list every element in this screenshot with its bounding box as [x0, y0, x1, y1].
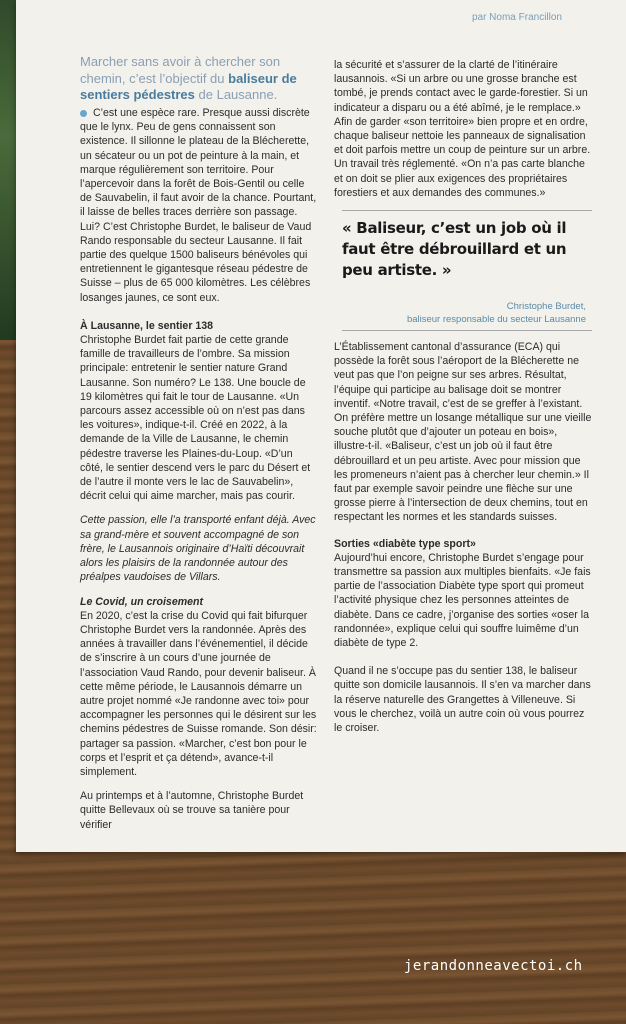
subheading-diabete: Sorties «diabète type sport»: [334, 537, 476, 550]
paragraph-eca: L’Établissement cantonal d’assurance (ECA) qui possède la forêt sous l’aéroport de la Blécherette ne veut pas que l’on peigne sur ses arbres. Résultat, l’équipe qui participe au balisage doit se montrer inventif. «Notre travail, c’est de se greffer à l’existant. On préfère mettre un losange métallique sur une vieille souche plutôt que d’ajouter un poteau en bois», illustre-t-il. «Baliseur, c’est un job où il faut être débrouillard et un peu artiste. Avec pour mission que les promeneurs n’aient pas à chercher leur chemin.» Il faut par exemple savoir peindre une flèche sur une grosse pierre à l’intersection de deux chemins, tout en respectant les normes et les standards suisses.: [334, 341, 592, 524]
paragraph-securite: la sécurité et s’assurer de la clarté de l’itinéraire lausannois. «Si un arbre ou une grosse branche est tombé, je prends contact avec le garde-forestier. Si un indicateur a disparu ou a été abîmé, je le remplace.» Afin de garder «son territoire» bien propre et en ordre, chaque baliseur nettoie les panneaux de signalisation et doit parfois mettre un coup de peinture sur un arbre. Un travail très réglementé. «On n’a pas carte blanche et on doit se plier aux exigences des propriétaires forestiers et aux demandes des communes.»: [334, 59, 591, 199]
lead-text-end: de Lausanne.: [194, 87, 278, 102]
subheading-sentier-138: À Lausanne, le sentier 138: [80, 319, 214, 332]
paragraph-printemps: Au printemps et à l’automne, Christophe Burdet quitte Bellevaux où se trouve sa tanière pour vérifier: [80, 790, 304, 831]
quote-author-role: baliseur responsable du secteur Lausanne: [406, 314, 586, 325]
paragraph-sentier: Christophe Burdet fait partie de cette grande famille de travailleurs de l’ombre. Sa mission principale: entretenir le sentier nature Grand Lausanne. Son numéro? Le 138. Une boucle de 19 kilomètres qui fait le tour de Lausanne. «Un parcours assez accessible où on n’est pas dans les voitures», indique-t-il. Créé en 2022, à la demande de la Ville de Lausanne, le chemin pédestre traverse les Plaines-du-Loup. «D’un côté, le sentier descend vers le parc du Désert et de l’autre il monte vers le lac de Sauvabelin», décrit celui qui aime marcher, mais pas courir.: [80, 334, 311, 503]
paragraph-covid: En 2020, c’est la crise du Covid qui fait bifurquer Christophe Burdet vers la randonnée. Après des années à travailler dans l’événementiel, il décide de s’inscrire à un cours d’une journée de l’association Vaud Rando, pour devenir baliseur. À cette même période, le Lausannois démarre un autre projet nommé «Je randonne avec toi» pour accompagner les personnes qui le désirent sur les chemins pédestres de Suisse romande. Son désir: partager sa passion. «Marcher, c’est bon pour le corps et l’esprit et ça détend», avance-t-il simplement.: [80, 609, 317, 778]
lead-text-start: Marcher sans avoir à chercher son chemin, c’est l’objectif du: [80, 54, 281, 86]
right-column-top: [334, 58, 592, 210]
quote-author: Christophe Burdet,: [506, 301, 586, 312]
website-watermark: jerandonneavectoi.ch: [404, 958, 583, 974]
bullet-icon: [80, 110, 87, 117]
quote-attribution: [346, 300, 586, 326]
right-column-bottom: [334, 340, 594, 745]
pull-quote: « Baliseur, c’est un job où il faut être débrouillard et un peu artiste. »: [342, 219, 567, 279]
subheading-covid: Le Covid, un croisement: [80, 595, 204, 608]
article-lead: [80, 54, 318, 104]
paragraph-passion: Cette passion, elle l’a transporté enfant déjà. Avec sa grand-mère et souvent accompagné de son frère, le Lausannois originaire d’Haïti découvrait alors les plaisirs de la randonnée autour des préalpes vaudoises de Villars.: [80, 514, 316, 584]
paragraph-diabete: Aujourd’hui encore, Christophe Burdet s’engage pour transmettre sa passion aux multiples bienfaits. «Je fais partie de l’association Diabète type sport qui promeut l’activité physique chez les personnes atteintes de diabète. Dans ce cadre, j’organise des sorties «oser la randonnée», explique celui qui souffre luimême d’un diabète de type 2.: [334, 551, 591, 650]
magazine-page: [16, 0, 626, 852]
quote-rule-bottom: [342, 330, 592, 331]
left-column: [80, 106, 318, 842]
paragraph-grangettes: Quand il ne s’occupe pas du sentier 138, le baliseur quitte son domicile lausannois. Il s’en va marcher dans la réserve naturelle des Grangettes à Villeneuve. Si vous le cherchez, voilà un autre coin où vous pourrez le croiser.: [334, 665, 591, 735]
byline: par Noma Francillon: [471, 12, 562, 23]
lead-highlight: baliseur de sentiers pédestres: [80, 70, 297, 102]
quote-rule-top: [342, 210, 592, 211]
intro-paragraph: C’est une espèce rare. Presque aussi discrète que le lynx. Peu de gens connaissent son existence. Il sillonne le plateau de la Blécherette, un sécateur ou un pot de peinture à la main, et marque régulièrement son territoire. Pour l’apercevoir dans la forêt de Bois-Gentil ou celle de Sauvabelin, il faut avoir de la chance. Pourtant, il laisse de belles traces derrière son passage. Lui? C’est Christophe Burdet, le baliseur de Vaud Rando responsable du secteur Lausanne. Il fait partie des quelque 1500 baliseurs bénévoles qui entretiennent le gigantesque réseau pédestre de Suisse – plus de 65 000 kilomètres. Les célèbres losanges jaunes, ce sont eux.: [80, 107, 317, 304]
